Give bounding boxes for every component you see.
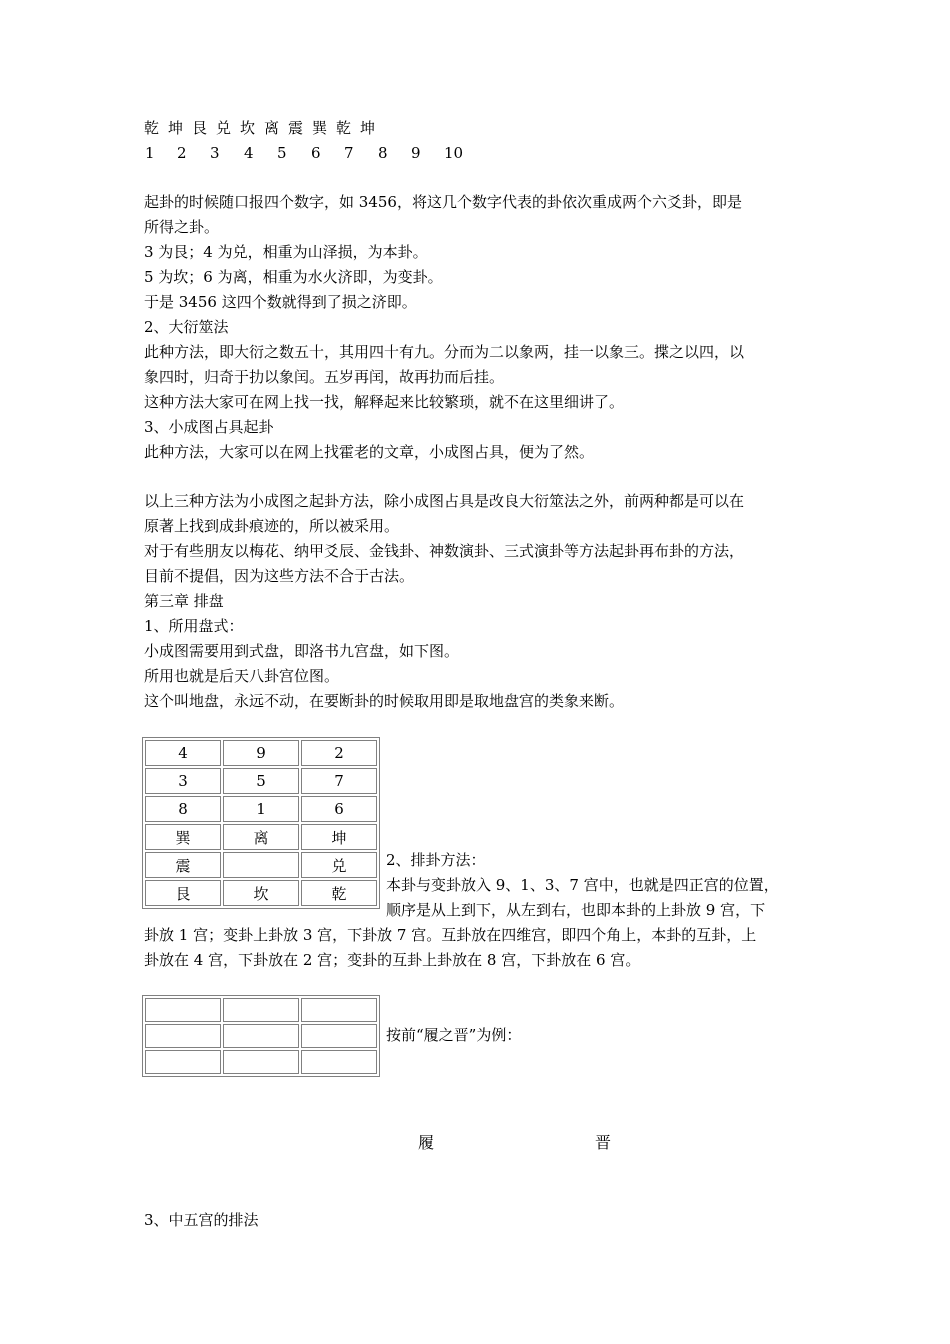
table-row (145, 824, 377, 850)
paragraph-line: 卦放 1 宫；变卦上卦放 3 宫，下卦放 7 宫。互卦放在四维宫，即四个角上，本卦的互卦，上 (144, 926, 757, 944)
paragraph-line: 3 为艮；4 为兑，相重为山泽损，为本卦。 (144, 243, 428, 261)
paragraph-line: 目前不提倡，因为这些方法不合于古法。 (144, 567, 415, 585)
grid-cell (223, 1024, 299, 1048)
paragraph-line: 对于有些朋友以梅花、纳甲爻辰、金钱卦、神数演卦、三式演卦等方法起卦再布卦的方法， (144, 542, 745, 560)
grid-cell: 艮 (145, 880, 221, 906)
number-10: 10 (444, 144, 464, 162)
number-9: 9 (411, 144, 421, 162)
hexagram-lv: 履 (418, 1133, 435, 1152)
section-heading-xiaocheng: 3、小成图占具起卦 (144, 418, 274, 436)
example-label: 按前“履之晋”为例： (386, 1026, 522, 1044)
grid-cell (223, 1050, 299, 1074)
number-6: 6 (311, 144, 321, 162)
paragraph-line: 顺序是从上到下，从左到右，也即本卦的上卦放 9 宫，下 (386, 901, 766, 919)
paragraph-line: 小成图需要用到式盘，即洛书九宫盘，如下图。 (144, 642, 460, 660)
paragraph-line: 起卦的时候随口报四个数字，如 3456，将这几个数字代表的卦依次重成两个六爻卦，即是 (144, 193, 742, 211)
trigram-sequence (0, 116, 950, 140)
trigram-10: 坤 (360, 119, 376, 137)
trigram-3: 艮 (192, 119, 208, 137)
grid-cell: 震 (145, 852, 221, 878)
number-3: 3 (210, 144, 220, 162)
paragraph-line: 本卦与变卦放入 9、1、3、7 宫中，也就是四正宫的位置， (386, 876, 779, 894)
table-row (145, 740, 377, 766)
section-heading-panshi: 1、所用盘式： (144, 617, 244, 635)
trigram-6: 离 (264, 119, 280, 137)
grid-cell (145, 998, 221, 1022)
paragraph-line: 5 为坎；6 为离，相重为水火济即，为变卦。 (144, 268, 443, 286)
table-row (145, 998, 377, 1022)
paragraph-line: 此种方法，大家可以在网上找霍老的文章，小成图占具，便为了然。 (144, 443, 595, 461)
grid-cell (301, 998, 377, 1022)
paragraph-line: 此种方法，即大衍之数五十，其用四十有九。分而为二以象两，挂一以象三。揲之以四，以 (144, 343, 745, 361)
grid-cell: 兑 (301, 852, 377, 878)
number-5: 5 (277, 144, 287, 162)
table-row (145, 1050, 377, 1074)
trigram-2: 坤 (168, 119, 184, 137)
grid-cell (301, 1024, 377, 1048)
section-heading-zhongwu: 3、中五宫的排法 (144, 1211, 259, 1229)
table-row (145, 796, 377, 822)
chapter-title: 第三章 排盘 (144, 592, 224, 610)
grid-cell: 8 (145, 796, 221, 822)
grid-cell: 坤 (301, 824, 377, 850)
hexagram-jin: 晋 (595, 1133, 612, 1152)
table-row (145, 852, 377, 878)
grid-cell: 巽 (145, 824, 221, 850)
paragraph-line: 于是 3456 这四个数就得到了损之济即。 (144, 293, 417, 311)
paragraph-line: 原著上找到成卦痕迹的，所以被采用。 (144, 517, 400, 535)
grid-cell (301, 1050, 377, 1074)
paragraph-line: 以上三种方法为小成图之起卦方法，除小成图占具是改良大衍筮法之外，前两种都是可以在 (144, 492, 745, 510)
table-row (145, 768, 377, 794)
grid-cell: 坎 (223, 880, 299, 906)
grid-cell (223, 852, 299, 878)
grid-cell: 9 (223, 740, 299, 766)
grid-cell (223, 998, 299, 1022)
paragraph-line: 卦放在 4 宫，下卦放在 2 宫；变卦的互卦上卦放在 8 宫，下卦放在 6 宫。 (144, 951, 641, 969)
paragraph-line: 所用也就是后天八卦宫位图。 (144, 667, 340, 685)
number-4: 4 (244, 144, 254, 162)
number-2: 2 (177, 144, 187, 162)
grid-cell: 乾 (301, 880, 377, 906)
grid-cell: 7 (301, 768, 377, 794)
grid-cell (145, 1050, 221, 1074)
paragraph-line: 这个叫地盘，永远不动，在要断卦的时候取用即是取地盘宫的类象来断。 (144, 692, 625, 710)
section-heading-paigua: 2、排卦方法： (386, 851, 486, 869)
grid-cell: 1 (223, 796, 299, 822)
grid-cell: 5 (223, 768, 299, 794)
grid-cell: 6 (301, 796, 377, 822)
grid-cell: 离 (223, 824, 299, 850)
trigram-5: 坎 (240, 119, 256, 137)
table-row (145, 880, 377, 906)
trigram-8: 巽 (312, 119, 328, 137)
grid-cell: 2 (301, 740, 377, 766)
trigram-4: 兑 (216, 119, 232, 137)
trigram-9: 乾 (336, 119, 352, 137)
trigram-1: 乾 (144, 119, 160, 137)
luoshu-grid (142, 737, 380, 909)
paragraph-line: 所得之卦。 (144, 218, 220, 236)
grid-cell (145, 1024, 221, 1048)
grid-cell: 4 (145, 740, 221, 766)
number-1: 1 (145, 144, 155, 162)
number-8: 8 (378, 144, 388, 162)
trigram-7: 震 (288, 119, 304, 137)
number-sequence (0, 141, 950, 165)
number-7: 7 (344, 144, 354, 162)
paragraph-line: 这种方法大家可在网上找一找，解释起来比较繁琐，就不在这里细讲了。 (144, 393, 625, 411)
table-row (145, 1024, 377, 1048)
section-heading-dayan: 2、大衍筮法 (144, 318, 229, 336)
grid-cell: 3 (145, 768, 221, 794)
paragraph-line: 象四时，归奇于扐以象闰。五岁再闰，故再扐而后挂。 (144, 368, 505, 386)
empty-palace-grid (142, 995, 380, 1077)
